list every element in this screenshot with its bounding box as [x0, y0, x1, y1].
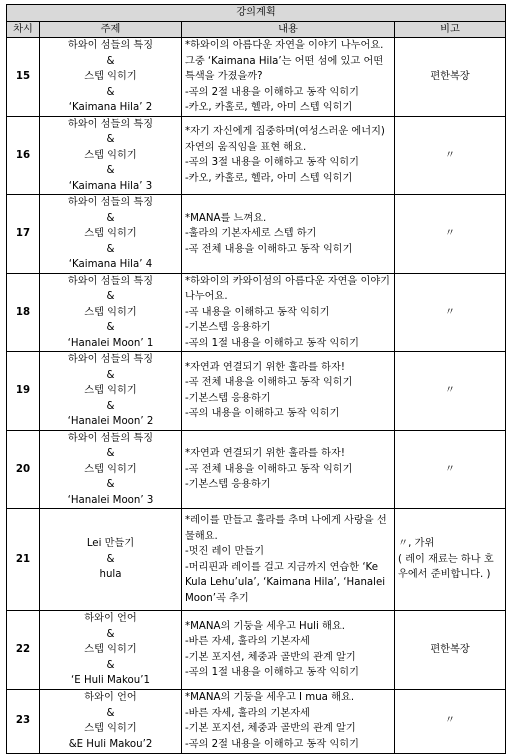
lecture-plan-table [6, 4, 506, 754]
session-content [182, 195, 395, 274]
content-line: -카오, 카홀로, 헬라, 아미 스텝 익히기 [185, 102, 353, 113]
topic-line: ‘Kaimana Hila’ 3 [68, 180, 153, 192]
note-line: 〃 [444, 463, 456, 475]
session-topic [40, 195, 182, 274]
topic-line: hula [99, 569, 122, 581]
session-content [182, 509, 395, 611]
header-content: 내용 [182, 21, 395, 38]
content-line: *하와이의 아름다운 자연을 이야기 나누어요. [185, 40, 384, 51]
topic-line: & [106, 659, 115, 671]
topic-line: & [106, 165, 115, 176]
lecture-plan-rows [7, 38, 506, 754]
content-line: -훌라의 기본자세로 스텝 하기 [185, 228, 317, 239]
topic-line: 하와이 섬들의 특징 [67, 354, 154, 365]
session-topic [40, 273, 182, 352]
session-number: 15 [7, 38, 40, 117]
session-note [395, 195, 506, 274]
note-text [398, 383, 502, 399]
content-line: -곡의 1절 내용을 이해하고 동작 익히기 [185, 667, 359, 679]
session-content [182, 352, 395, 431]
session-note [395, 689, 506, 753]
topic-line: & [106, 291, 115, 302]
session-topic [40, 689, 182, 753]
topic-line: 스텝 익히기 [84, 306, 137, 318]
content-line: *자연과 연결되기 위한 훌라를 하자! [185, 361, 345, 373]
content-line: -곡의 내용을 이해하고 동작 익히기 [185, 408, 340, 420]
content-line: -곡 내용을 이해하고 동작 익히기 [185, 306, 330, 318]
content-line: *하와이의 카와이섬의 아름다운 자연을 이야기 나누어요. [185, 275, 391, 302]
content-line: -멋진 레이 만들기 [185, 546, 265, 557]
topic-line: 하와이 섬들의 특징 [67, 275, 154, 287]
content-line: -곡의 2절 내용을 이해하고 동작 익히기 [185, 738, 359, 750]
topic-line: 스텝 익히기 [84, 385, 137, 396]
table-row [7, 38, 506, 117]
content-line: -기본 포지션, 체중과 골반의 관계 알기 [185, 723, 356, 734]
session-note [395, 509, 506, 611]
topic-line: & [106, 134, 115, 145]
table-row [7, 689, 506, 753]
note-text [398, 69, 502, 85]
content-line: *레이를 만들고 훌라를 추며 나에게 사랑을 선물해요. [185, 515, 387, 542]
session-number: 16 [7, 116, 40, 195]
topic-line: ‘Kaimana Hila’ 4 [68, 259, 153, 270]
note-text [398, 305, 502, 321]
header-note: 비고 [395, 21, 506, 38]
content-line: -카오, 카홀로, 헬라, 아미 스텝 익히기 [185, 172, 353, 184]
content-line: -기본스텝 응용하기 [185, 322, 271, 333]
content-line: -곡 전체 내용을 이해하고 동작 익히기 [185, 243, 353, 255]
table-title: 강의계획 [7, 5, 506, 22]
content-line: 그중 ‘Kaimana Hila’는 어떤 섬에 있고 어떤 특색을 가졌을까? [185, 55, 384, 82]
topic-line: & [106, 553, 115, 565]
topic-line: ‘E Huli Makou’1 [71, 675, 150, 686]
content-line: *자기 자신에게 집중하며(여성스러운 에너지) 자연의 움직임을 표현 해요. [185, 126, 385, 153]
table-row [7, 509, 506, 611]
topic-line: 하와이 섬들의 특징 [67, 40, 154, 51]
session-note [395, 38, 506, 117]
topic-line: 하와이 섬들의 특징 [67, 197, 154, 208]
header-session-number: 차시 [7, 21, 40, 38]
session-content [182, 689, 395, 753]
content-line: -곡의 3절 내용을 이해하고 동작 익히기 [185, 157, 359, 169]
topic-line: & [106, 86, 115, 98]
session-note [395, 430, 506, 509]
topic-line: ‘Hanalei Moon’ 3 [67, 494, 154, 506]
note-line: 〃 [444, 715, 456, 727]
topic-line: ‘Kaimana Hila’ 2 [68, 102, 153, 113]
note-text [398, 462, 502, 478]
topic-line: & [106, 243, 115, 255]
content-line: -곡의 2절 내용을 이해하고 동작 익히기 [185, 86, 359, 98]
session-number: 18 [7, 273, 40, 352]
note-line: 〃 [444, 385, 456, 396]
topic-line: 스텝 익히기 [84, 149, 137, 161]
content-line: -바른 자세, 훌라의 기본자세 [185, 707, 310, 719]
table-row [7, 116, 506, 195]
session-topic [40, 509, 182, 611]
table-row [7, 430, 506, 509]
note-line: ( 레이 재료는 하나 호우에서 준비합니다. ) [398, 553, 494, 581]
content-line: -머리핀과 레이를 걸고 지금까지 연습한 ‘Ke Kula Lehu’ula’, ‘Kaimana Hila’, ‘Hanalei Moon’곡 추기 [185, 561, 386, 604]
topic-line: 하와이 언어 [84, 613, 137, 624]
content-line: -곡 전체 내용을 이해하고 동작 익히기 [185, 463, 353, 475]
session-topic [40, 38, 182, 117]
table-row [7, 273, 506, 352]
topic-line: Lei 만들기 [86, 538, 135, 550]
session-content [182, 116, 395, 195]
session-content [182, 273, 395, 352]
table-row [7, 352, 506, 431]
session-content [182, 38, 395, 117]
note-line: 〃 [444, 306, 456, 318]
lecture-plan [6, 4, 505, 754]
topic-line: & [106, 212, 115, 224]
topic-line: & [106, 448, 115, 459]
session-note [395, 273, 506, 352]
topic-line: & [106, 400, 115, 412]
topic-line: & [106, 479, 115, 490]
topic-line: 스텝 익히기 [84, 463, 137, 475]
topic-line: & [106, 707, 115, 719]
note-text [398, 713, 502, 729]
session-note [395, 116, 506, 195]
table-row [7, 611, 506, 690]
content-line: -곡의 1절 내용을 이해하고 동작 익히기 [185, 337, 359, 349]
topic-line: 스텝 익히기 [84, 723, 137, 734]
topic-line: 스텝 익히기 [84, 644, 137, 655]
note-text [398, 536, 502, 583]
content-line: -기본스텝 응용하기 [185, 392, 271, 404]
content-line: -바른 자세, 훌라의 기본자세 [185, 636, 310, 648]
table-row [7, 195, 506, 274]
topic-line: 스텝 익히기 [84, 228, 137, 239]
session-topic [40, 611, 182, 690]
note-line: 편한복장 [430, 71, 470, 82]
session-number: 22 [7, 611, 40, 690]
session-note [395, 611, 506, 690]
session-topic [40, 352, 182, 431]
content-line: -기본스텝 응용하기 [185, 479, 271, 490]
topic-line: & [106, 322, 115, 333]
session-topic [40, 430, 182, 509]
note-line: 〃, 가위 [398, 538, 435, 550]
topic-line: 하와이 섬들의 특징 [67, 118, 154, 130]
topic-line: ‘Hanalei Moon’ 1 [67, 337, 154, 349]
note-line: 〃 [444, 228, 456, 239]
session-number: 17 [7, 195, 40, 274]
topic-line: & [106, 369, 115, 381]
content-line: *MANA의 기둥을 세우고 I mua 해요. [185, 692, 355, 703]
content-line: *MANA의 기둥을 세우고 Huli 해요. [185, 620, 345, 632]
topic-line: 하와이 언어 [84, 692, 137, 703]
topic-line: & [106, 628, 115, 640]
session-note [395, 352, 506, 431]
note-line: 〃 [444, 149, 456, 161]
session-number: 19 [7, 352, 40, 431]
session-number: 21 [7, 509, 40, 611]
topic-line: 하와이 섬들의 특징 [67, 432, 154, 444]
note-line: 편한복장 [430, 644, 470, 655]
content-line: *자연과 연결되기 위한 훌라를 하자! [185, 448, 345, 459]
content-line: -기본 포지션, 체중과 골반의 관계 알기 [185, 651, 356, 663]
topic-line: & [106, 55, 115, 67]
session-number: 20 [7, 430, 40, 509]
content-line: *MANA를 느껴요. [185, 212, 267, 224]
session-content [182, 430, 395, 509]
topic-line: &E Huli Makou’2 [68, 738, 153, 750]
note-text [398, 226, 502, 242]
session-number: 23 [7, 689, 40, 753]
session-content [182, 611, 395, 690]
session-topic [40, 116, 182, 195]
note-text [398, 148, 502, 164]
topic-line: ‘Hanalei Moon’ 2 [67, 416, 154, 427]
note-text [398, 642, 502, 658]
header-topic: 주제 [40, 21, 182, 38]
topic-line: 스텝 익히기 [84, 71, 137, 82]
content-line: -곡 전체 내용을 이해하고 동작 익히기 [185, 377, 353, 389]
